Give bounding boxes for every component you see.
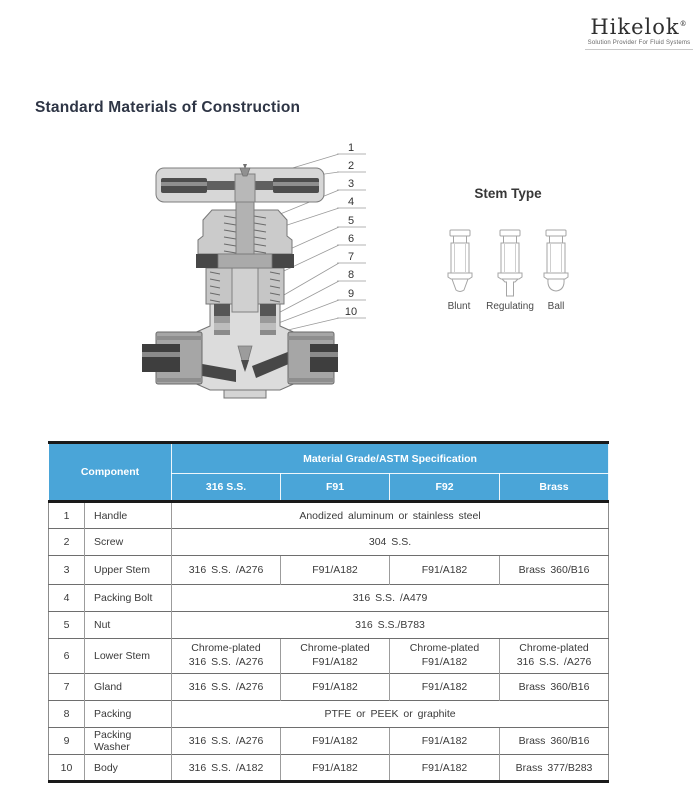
fitting-nut-left-ridge [156,336,202,340]
cell-line2: 316 S.S. /A276 [188,656,264,668]
row-component: Nut [85,612,172,639]
table-row [49,529,609,556]
row-value: 316 S.S. /A479 [172,585,609,612]
row-cell: 316 S.S. /A182 [172,755,281,782]
callout-4: 4 [347,196,355,208]
stem-regulating-icon [498,230,522,296]
cell-line1: Chrome-plated [300,642,370,655]
cell-line1: Chrome-plated [409,642,480,655]
stem-top [235,174,255,202]
row-num: 8 [49,701,85,728]
row-cell: 316 S.S. /A276 [172,674,281,701]
row-cell: F91/A182 [281,674,390,701]
packing-washer-left [214,330,230,335]
row-cell: F91/A182 [390,728,500,755]
callout-3: 3 [347,178,355,190]
row-value: Anodized aluminum or stainless steel [172,502,609,529]
nut-center [218,254,272,268]
packing-left-a [214,316,230,323]
row-cell [500,639,609,674]
fitting-nut-right-ridge2 [288,378,334,382]
header-component: Component [49,443,172,502]
brand-logo [585,16,693,50]
stem-type-illustrations [428,206,588,306]
fitting-nut-right-ridge [288,336,334,340]
row-cell: F91/A182 [281,556,390,585]
row-cell: 316 S.S. /A276 [172,728,281,755]
brand-tagline: Solution Provider For Fluid Systems [587,40,691,47]
table-row [49,674,609,701]
nut-left [196,254,218,268]
row-component: Screw [85,529,172,556]
cell-line2: 316 S.S. /A276 [516,656,592,668]
header-col-brass: Brass [500,474,609,502]
row-cell: Brass 360/B16 [500,674,609,701]
registered-mark: ® [679,20,688,28]
stem-label-ball: Ball [547,301,565,312]
callout-8: 8 [347,269,355,281]
callout-6: 6 [347,233,355,245]
table-row [49,728,609,755]
table-row [49,701,609,728]
row-num: 9 [49,728,85,755]
callout-1: 1 [347,142,355,154]
tube-left-highlight [142,352,180,357]
row-num: 2 [49,529,85,556]
gland-left [214,304,230,316]
materials-table [48,441,609,783]
callout-7: 7 [347,251,355,263]
row-cell: 316 S.S. /A276 [172,556,281,585]
tube-right-highlight [310,352,338,357]
packing-left-b [214,323,230,330]
tube-right [310,344,338,372]
packing-washer-right [260,330,276,335]
row-num: 3 [49,556,85,585]
fitting-nut-left-ridge2 [156,378,202,382]
upper-stem [236,202,254,254]
table-row [49,612,609,639]
callout-10: 10 [344,306,358,318]
nut-right [272,254,294,268]
table-row [49,639,609,674]
row-component: Packing Bolt [85,585,172,612]
table-row [49,556,609,585]
row-num: 4 [49,585,85,612]
packing-right-a [260,316,276,323]
row-cell: F91/A182 [390,674,500,701]
cell-line2: F91/A182 [312,656,358,668]
row-cell [172,639,281,674]
tube-left [142,344,180,372]
row-cell: Brass 360/B16 [500,728,609,755]
handle-grip-left-highlight [161,182,207,186]
row-component: Packing [85,701,172,728]
handle-grip-right-highlight [273,182,319,186]
table-row [49,502,609,529]
row-value: 316 S.S./B783 [172,612,609,639]
header-col-f92: F92 [390,474,500,502]
row-value: PTFE or PEEK or graphite [172,701,609,728]
row-cell [390,639,500,674]
row-cell [281,639,390,674]
callout-5: 5 [347,215,355,227]
table-row [49,755,609,782]
row-component: Handle [85,502,172,529]
row-value: 304 S.S. [172,529,609,556]
valve-body-foot [224,390,266,398]
stem-type-title: Stem Type [474,186,542,201]
cell-line1: Chrome-plated [519,642,589,655]
logo-divider [585,49,693,50]
page-title: Standard Materials of Construction [35,99,301,116]
stem-blunt-icon [448,230,472,292]
header-col-316ss: 316 S.S. [172,474,281,502]
row-cell: F91/A182 [390,556,500,585]
packing-right-b [260,323,276,330]
row-cell: Brass 360/B16 [500,556,609,585]
row-cell: F91/A182 [390,755,500,782]
valve-diagram-svg [140,140,370,400]
row-num: 10 [49,755,85,782]
stem-label-regulating: Regulating [486,301,534,312]
row-component: Packing Washer [85,728,172,755]
callout-9: 9 [347,288,355,300]
stem-label-blunt: Blunt [447,301,471,312]
callout-numbers [345,142,357,318]
table-row [49,585,609,612]
row-cell: F91/A182 [281,755,390,782]
lower-stem [232,268,258,312]
gland-right [260,304,276,316]
row-component: Lower Stem [85,639,172,674]
cell-line1: Chrome-plated [191,642,261,655]
row-num: 6 [49,639,85,674]
brand-name [585,16,693,39]
row-cell: Brass 377/B283 [500,755,609,782]
row-num: 7 [49,674,85,701]
valve-cross-section-diagram [140,140,370,400]
row-component: Body [85,755,172,782]
row-component: Upper Stem [85,556,172,585]
stem-ball-icon [544,230,568,291]
header-col-f91: F91 [281,474,390,502]
cell-line2: F91/A182 [421,656,468,668]
materials-table-header [49,443,609,502]
callout-2: 2 [347,160,355,172]
row-num: 5 [49,612,85,639]
row-cell: F91/A182 [281,728,390,755]
row-num: 1 [49,502,85,529]
brand-wordmark: Hikelok [590,15,680,39]
row-component: Gland [85,674,172,701]
header-spec: Material Grade/ASTM Specification [172,443,609,474]
